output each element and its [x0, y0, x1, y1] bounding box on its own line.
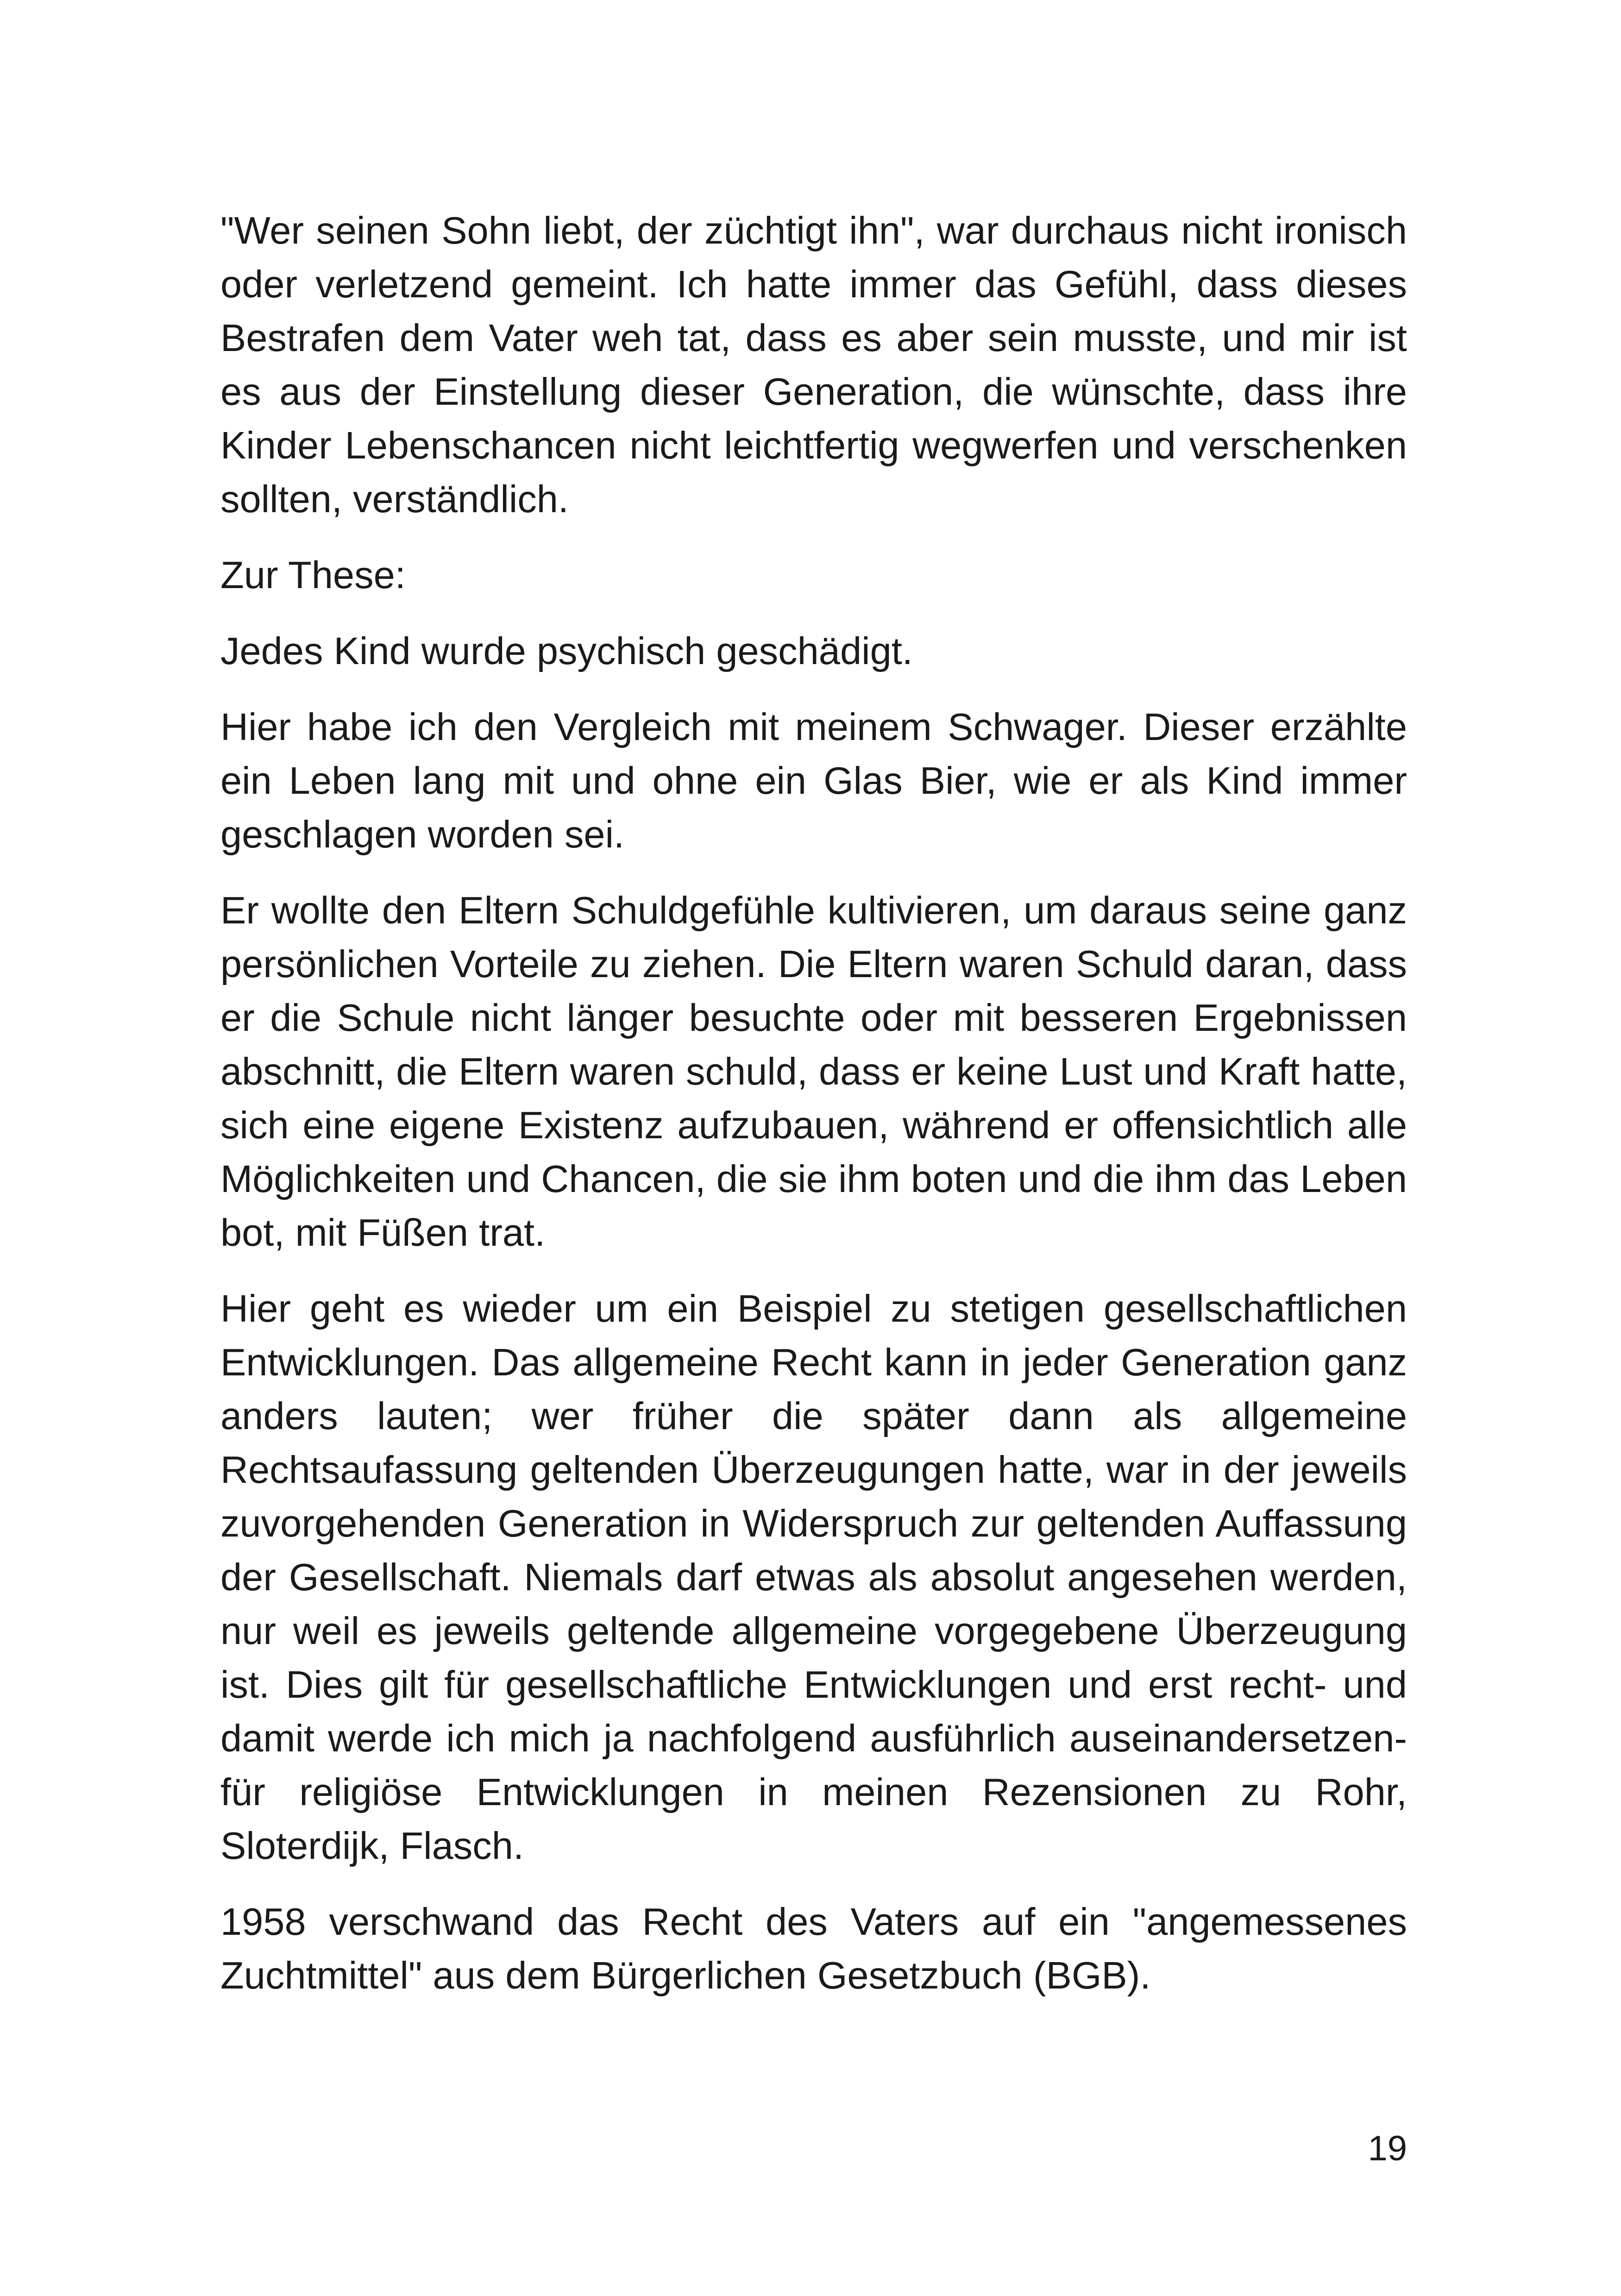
paragraph-gesellschaftliche-entwicklungen: Hier geht es wieder um ein Beispiel zu stetigen gesellschaftlichen Entwicklungen. Das allgemeine Recht kann in jeder Generation ganz anders lauten; wer früher die später dann als allgemeine Rechtsaufassung geltenden Überzeugungen hatte, war in der jeweils zuvorgehenden Generation in Widerspruch zur geltenden Auffassung der Gesellschaft. Niemals darf etwas als absolut angesehen werden, nur weil es jeweils geltende allgemeine vorgegebene Überzeugung ist. Dies gilt für gesellschaftliche Entwicklungen und erst recht- und damit werde ich mich ja nachfolgend ausführlich auseinandersetzen- für religiöse Entwicklungen in meinen Rezensionen zu Rohr, Sloterdijk, Flasch. — [220, 1287, 1407, 1867]
paragraph-zuechtigung: "Wer seinen Sohn liebt, der züchtigt ihn", war durchaus nicht ironisch oder verletzend gemeint. Ich hatte immer das Gefühl, dass dieses Bestrafen dem Vater weh tat, dass es aber sein musste, und mir ist es aus der Einstellung dieser Generation, die wünschte, dass ihre Kinder Lebenschancen nicht leichtfertig wegwerfen und verschenken sollten, verständlich. — [220, 209, 1407, 521]
paragraph-bgb-1958: 1958 verschwand das Recht des Vaters auf ein "angemessenes Zuchtmittel" aus dem Bürgerlichen Gesetzbuch (BGB). — [220, 1900, 1407, 1997]
page-body — [220, 204, 1407, 2025]
page-number: 19 — [1368, 2129, 1407, 2168]
paragraph-zur-these: Zur These: — [220, 553, 406, 596]
paragraph-these-statement: Jedes Kind wurde psychisch geschädigt. — [220, 629, 913, 672]
paragraph-schuldgefuehle: Er wollte den Eltern Schuldgefühle kultivieren, um daraus seine ganz persönlichen Vorteile zu ziehen. Die Eltern waren Schuld daran, dass er die Schule nicht länger besuchte oder mit besseren Ergebnissen abschnitt, die Eltern waren schuld, dass er keine Lust und Kraft hatte, sich eine eigene Existenz aufzubauen, während er offensichtlich alle Möglichkeiten und Chancen, die sie ihm boten und die ihm das Leben bot, mit Füßen trat. — [220, 889, 1407, 1254]
paragraph-schwager: Hier habe ich den Vergleich mit meinem Schwager. Dieser erzählte ein Leben lang mit und ohne ein Glas Bier, wie er als Kind immer geschlagen worden sei. — [220, 705, 1407, 856]
